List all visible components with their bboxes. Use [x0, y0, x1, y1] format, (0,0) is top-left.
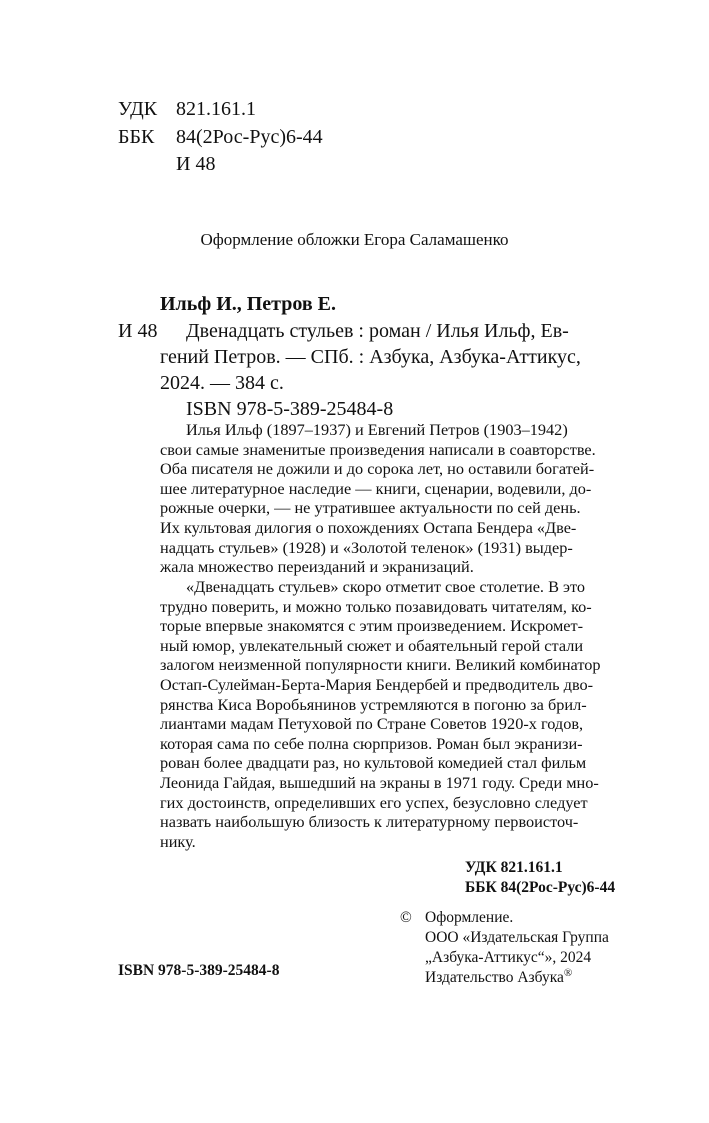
copyright-symbol: ©	[400, 909, 412, 926]
udk-line	[118, 95, 256, 123]
paragraph-line: жала множество переизданий и экранизаций.	[160, 557, 474, 577]
paragraph-line: «Двенадцать стульев» скоро отметит свое столетие. В это	[186, 577, 586, 596]
paragraph-line: Леонида Гайдая, вышедший на экраны в 1971 году. Среди мно-	[160, 772, 599, 792]
annotation-paragraph-2	[160, 577, 601, 851]
footer-udk: УДК 821.161.1	[465, 859, 563, 876]
copyright-publisher: Издательство Азбука	[425, 969, 564, 986]
paragraph-line: шее литературное наследие — книги, сценарии, водевили, до-	[160, 478, 592, 498]
udk-label: УДК	[118, 98, 158, 120]
paragraph-line: рожные очерки, — не утратившее актуальности по сей день.	[160, 498, 581, 518]
paragraph-line: назвать наибольшую близость к литературному первоисточ-	[160, 812, 579, 832]
paragraph-line: надцать стульев» (1928) и «Золотой теленок» (1931) выдер-	[160, 537, 573, 557]
copyright-line: Оформление.	[425, 909, 514, 926]
paragraph-line: гих достоинств, определивших его успех, безусловно следует	[160, 792, 588, 812]
author-mark: И 48	[176, 153, 216, 175]
udk-value: 821.161.1	[176, 98, 256, 120]
cover-design-credit: Оформление обложки Егора Саламашенко	[200, 230, 509, 249]
record-isbn: ISBN 978-5-389-25484-8	[186, 398, 394, 420]
paragraph-line: свои самые знаменитые произведения написали в соавторстве.	[160, 439, 596, 459]
footer-bbk: ББК 84(2Рос-Рус)6-44	[465, 879, 616, 896]
paragraph-line: рован более двадцати раз, но культовой комедией стал фильм	[160, 753, 587, 773]
copyright-line: ООО «Издательская Группа	[425, 929, 609, 946]
paragraph-line: Их культовая дилогия о похождениях Остапа Бендера «Две-	[160, 517, 577, 537]
paragraph-line: Оба писателя не дожили и до сорока лет, но оставили богатей-	[160, 459, 595, 479]
record-mark: И 48	[118, 320, 158, 342]
record-description-line: гений Петров. — СПб. : Азбука, Азбука-Аттикус,	[160, 346, 581, 368]
footer-isbn: ISBN 978-5-389-25484-8	[118, 962, 280, 979]
copyright-line-last	[425, 968, 609, 988]
record-description-line: 2024. — 384 с.	[160, 372, 284, 394]
paragraph-line: лиантами мадам Петуховой по Стране Советов 1920-х годов,	[160, 714, 584, 734]
annotation-paragraph-1	[160, 420, 596, 577]
bbk-line	[118, 123, 323, 151]
paragraph-line: ный юмор, увлекательный сюжет и обаятельный герой стали	[160, 635, 584, 655]
paragraph-line: нику.	[160, 831, 196, 851]
copyright-block	[425, 908, 609, 988]
registered-mark: ®	[563, 966, 573, 979]
record-description-line: Двенадцать стульев : роман / Илья Ильф, Ев-	[186, 320, 569, 342]
bbk-value: 84(2Рос-Рус)6-44	[176, 126, 323, 148]
paragraph-line: торые впервые знакомятся с этим произведением. Искромет-	[160, 616, 584, 636]
paragraph-line: трудно поверить, и можно только позавидовать читателям, ко-	[160, 596, 592, 616]
paragraph-line: которая сама по себе полна сюрпризов. Роман был экранизи-	[160, 733, 583, 753]
paragraph-line: залогом неизменной популярности книги. Великий комбинатор	[160, 655, 601, 675]
paragraph-line: рянства Киса Воробьянинов устремляются в погоню за брил-	[160, 694, 587, 714]
authors-heading: Ильф И., Петров Е.	[160, 293, 337, 315]
copyright-line: „Азбука-Аттикус“», 2024	[425, 949, 592, 966]
paragraph-line: Илья Ильф (1897–1937) и Евгений Петров (1903–1942)	[186, 420, 568, 439]
paragraph-line: Остап-Сулейман-Берта-Мария Бендербей и предводитель дво-	[160, 674, 594, 694]
bbk-label: ББК	[118, 126, 155, 148]
